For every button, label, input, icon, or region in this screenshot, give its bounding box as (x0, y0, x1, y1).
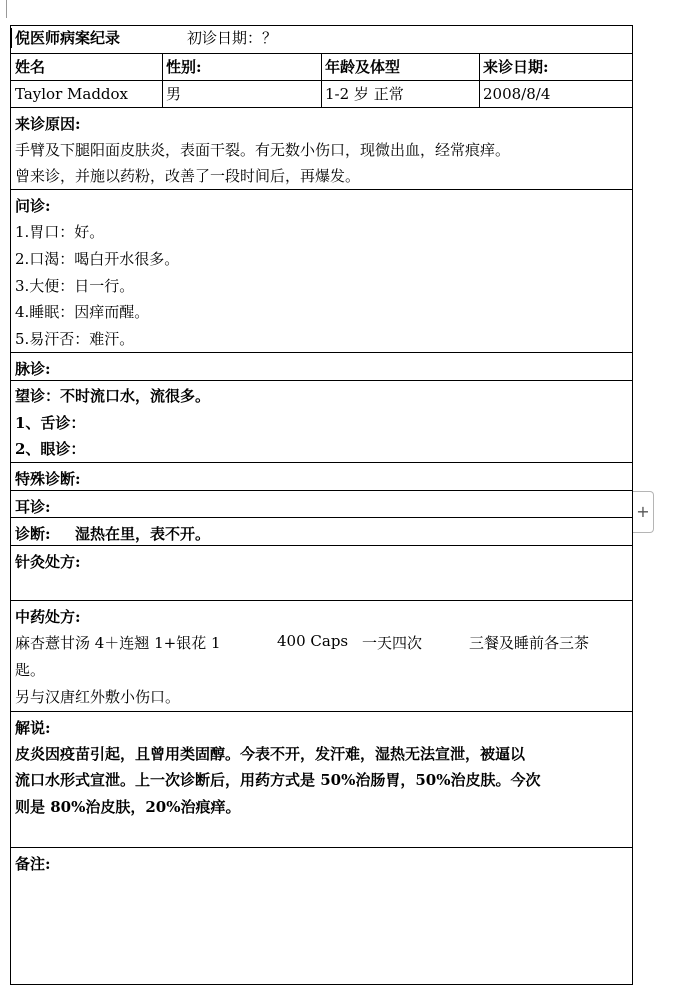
tongue-diagnosis-label: 1、舌诊： (15, 414, 86, 432)
acupuncture-section (11, 546, 632, 601)
record-title: 倪医师病案纪录 (15, 29, 121, 47)
observation-section (11, 381, 632, 463)
inquiry-label: 问诊: (15, 197, 51, 215)
ear-diagnosis-label: 耳诊: (15, 498, 51, 516)
herbal-timing-continued: 匙。 (15, 661, 46, 679)
explanation-line: 皮炎因疫苗引起，且曾用类固醇。今表不开，发汗难，湿热无法宣泄，被逼以 (15, 745, 526, 763)
acupuncture-label: 针灸处方: (15, 553, 81, 571)
age-header: 年龄及体型 (325, 58, 401, 76)
diagnosis-value: 湿热在里，表不开。 (75, 525, 211, 543)
column-divider (321, 81, 322, 107)
patient-gender: 男 (166, 85, 182, 103)
explanation-label: 解说: (15, 719, 51, 737)
column-divider (162, 54, 163, 80)
explanation-line: 则是 80%治皮肤，20%治痕痒。 (15, 798, 241, 816)
patient-header-row (11, 54, 632, 81)
column-divider (162, 81, 163, 107)
add-row-button[interactable]: + (633, 491, 654, 533)
inquiry-item: 2.口渴：喝白开水很多。 (15, 250, 180, 268)
herbal-frequency: 一天四次 (362, 634, 423, 652)
special-diagnosis-section (11, 463, 632, 491)
herbal-label: 中药处方: (15, 608, 81, 626)
visit-date-header: 来诊日期: (483, 58, 549, 76)
remarks-label: 备注: (15, 855, 51, 873)
observation-label: 望诊：不时流口水，流很多。 (15, 387, 211, 405)
column-divider (479, 81, 480, 107)
inquiry-section (11, 190, 632, 353)
herbal-timing: 三餐及睡前各三茶 (469, 634, 590, 652)
patient-name: Taylor Maddox (15, 85, 129, 103)
eye-diagnosis-label: 2、眼诊： (15, 440, 86, 458)
inquiry-item: 1.胃口：好。 (15, 223, 105, 241)
inquiry-item: 4.睡眠：因痒而醒。 (15, 303, 150, 321)
visit-reason-line: 曾来诊，并施以药粉，改善了一段时间后，再爆发。 (15, 167, 361, 185)
inquiry-item: 5.易汗否：难汗。 (15, 330, 135, 348)
explanation-section (11, 712, 632, 848)
first-visit-date: 初诊日期：？ (187, 29, 278, 47)
herbal-quantity: 400 Caps (277, 632, 349, 650)
column-divider (321, 54, 322, 80)
remarks-section (11, 848, 632, 986)
visit-reason-line: 手臂及下腿阳面皮肤炎，表面干裂。有无数小伤口，现微出血，经常痕痒。 (15, 141, 511, 159)
herbal-extra-note: 另与汉唐红外敷小伤口。 (15, 688, 181, 706)
inquiry-item: 3.大便：日一行。 (15, 277, 135, 295)
patient-values-row (11, 81, 632, 108)
name-header: 姓名 (15, 58, 46, 76)
herbal-formula: 麻杏薏甘汤 4＋连翘 1+银花 1 (15, 634, 221, 652)
column-divider (479, 54, 480, 80)
special-diagnosis-label: 特殊诊断: (15, 470, 81, 488)
explanation-line: 流口水形式宣泄。上一次诊断后，用药方式是 50%治肠胃，50%治皮肤。今次 (15, 771, 541, 789)
record-header-row (11, 26, 632, 54)
medical-record-table (10, 25, 633, 985)
diagnosis-label: 诊断: (15, 525, 51, 543)
pulse-label: 脉诊: (15, 360, 51, 378)
patient-age: 1-2 岁 正常 (325, 85, 404, 103)
gender-header: 性别: (166, 58, 202, 76)
visit-reason-label: 来诊原因: (15, 115, 81, 133)
patient-visit-date: 2008/8/4 (483, 85, 551, 103)
page-corner-mark (0, 0, 7, 18)
visit-reason-section (11, 108, 632, 190)
pulse-section (11, 353, 632, 381)
diagnosis-section (11, 518, 632, 546)
ear-diagnosis-section (11, 491, 632, 518)
herbal-prescription-section (11, 601, 632, 712)
